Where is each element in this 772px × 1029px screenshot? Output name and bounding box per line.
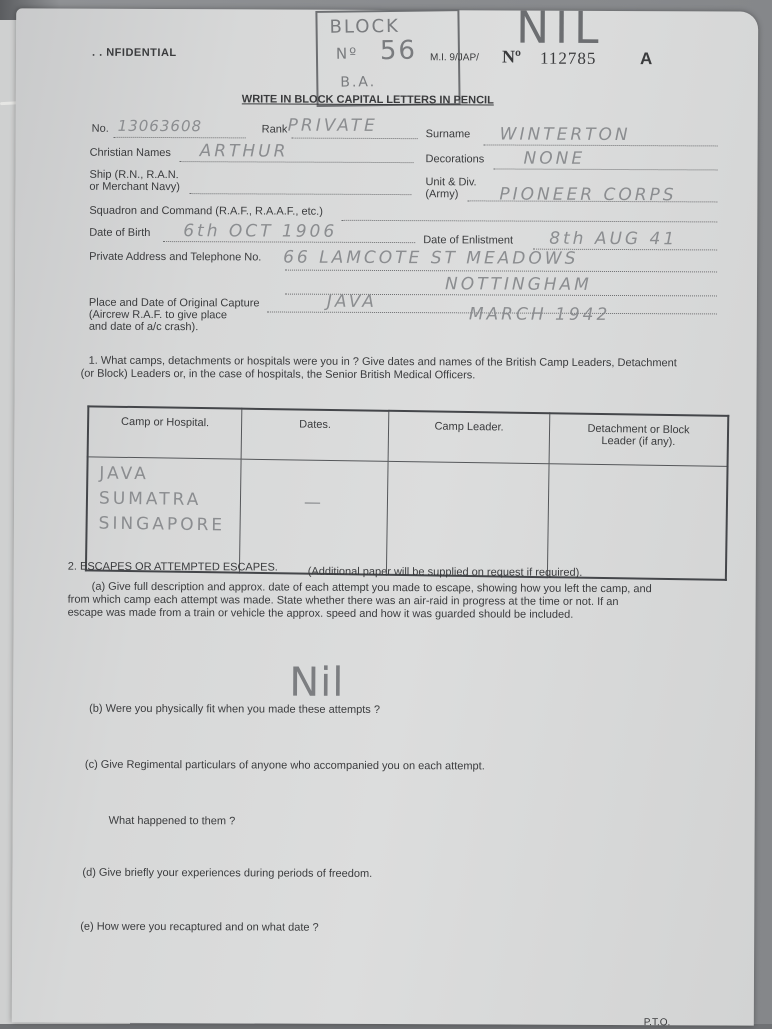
question1-line1: 1. What camps, detachments or hospitals were you in ? Give dates and names of the British Camp Leaders, Detachment: [88, 354, 677, 370]
ship-line: [189, 193, 411, 195]
capture-label-line3: and date of a/c crash).: [88, 320, 199, 334]
question2c-followup: What happened to them ?: [108, 814, 236, 828]
form-page: [12, 2, 758, 1029]
header-camp-leader: Camp Leader.: [388, 411, 550, 464]
camp-list-cell: [86, 457, 241, 573]
form-number: 112785: [539, 48, 597, 68]
squadron-line: [341, 220, 717, 223]
corner-mark: NIL: [516, 2, 605, 54]
capture-date-value: MARCH 1942: [468, 304, 611, 325]
question2e: (e) How were you recaptured and on what date ?: [80, 920, 319, 934]
question2a-line1: (a) Give full description and approx. date of each attempt you made to escape, showing how you left the camp, and: [91, 580, 652, 596]
number-label: Nº: [501, 46, 522, 67]
confidential-label: . . NFIDENTIAL: [91, 46, 177, 60]
surname-value: WINTERTON: [499, 124, 631, 146]
address-value-line1: 66 LAMCOTE ST MEADOWS: [283, 247, 579, 269]
decorations-line: [494, 168, 718, 170]
question2a-answer: Nil: [289, 659, 345, 706]
rank-label: Rank: [261, 123, 288, 136]
christian-names-line: [180, 161, 414, 163]
enlistment-value: 8th AUG 41: [549, 228, 678, 250]
address-line-1: [285, 270, 717, 273]
stamp-number-text: 56: [379, 35, 418, 67]
detachment-leader-cell: [547, 464, 727, 580]
question2d: (d) Give briefly your experiences during periods of freedom.: [82, 866, 373, 880]
christian-names-value: ARTHUR: [199, 141, 289, 162]
camp-entry: JAVA: [99, 463, 149, 485]
surname-label: Surname: [425, 128, 471, 141]
address-label: Private Address and Telephone No.: [89, 250, 262, 264]
ship-label-line2: or Merchant Navy): [89, 180, 180, 194]
ship-label-line1: Ship (R.N., R.A.N.: [89, 168, 179, 182]
form-reference: M.I. 9/JAP/: [429, 52, 479, 64]
rank-line: [292, 138, 418, 140]
unit-label-line2: (Army): [425, 188, 459, 201]
camp-entry: SUMATRA: [98, 488, 202, 511]
service-no-value: 13063608: [117, 116, 203, 136]
camp-leader-cell: [386, 461, 549, 577]
dob-value: 6th OCT 1906: [183, 221, 338, 242]
stamp-no-text: Nº: [335, 44, 359, 63]
capture-place-value: JAVA: [326, 291, 377, 312]
header-detachment-leader: Detachment or Block Leader (if any).: [549, 413, 728, 466]
capture-label-line1: Place and Date of Original Capture: [88, 296, 260, 310]
unit-label-line1: Unit & Div.: [425, 176, 477, 189]
address-value-line2: NOTTINGHAM: [444, 274, 592, 295]
question2a-line2: from which camp each attempt was made. State whether there was an air-raid in progress at the time or not. If an: [67, 593, 619, 609]
instruction-heading: WRITE IN BLOCK CAPITAL LETTERS IN PENCIL: [241, 93, 494, 107]
stamp-ba-text: B.A.: [340, 74, 377, 91]
question2-heading: 2. ESCAPES OR ATTEMPTED ESCAPES.: [67, 560, 278, 574]
form-suffix: A: [639, 49, 653, 69]
question2b: (b) Were you physically fit when you made these attempts ?: [89, 702, 381, 716]
decorations-label: Decorations: [425, 153, 485, 166]
question2c: (c) Give Regimental particulars of anyone who accompanied you on each attempt.: [84, 758, 485, 773]
camps-table: [85, 405, 729, 581]
camp-entry: SINGAPORE: [98, 513, 226, 536]
dates-entry: —: [303, 492, 325, 513]
pto-label: P.T.O.: [643, 1017, 671, 1029]
capture-label-line2: (Aircrew R.A.F. to give place: [88, 308, 228, 322]
enlistment-label: Date of Enlistment: [423, 234, 514, 247]
rank-value: PRIVATE: [287, 115, 378, 136]
decorations-value: NONE: [523, 148, 586, 169]
question1-line2: (or Block) Leaders or, in the case of hospitals, the Senior British Medical Officers.: [80, 367, 476, 382]
service-no-line: [114, 137, 246, 139]
dob-label: Date of Birth: [89, 226, 151, 239]
stamp-block-text: BLOCK: [329, 15, 401, 38]
unit-value: PIONEER CORPS: [499, 184, 677, 206]
christian-names-label: Christian Names: [89, 146, 171, 160]
header-camp-or-hospital: Camp or Hospital.: [88, 406, 242, 459]
squadron-label: Squadron and Command (R.A.F., R.A.A.F., etc.): [89, 204, 323, 218]
dates-cell: [239, 459, 388, 575]
question2a-line3: escape was made from a train or vehicle the approx. speed and how it was guarded should be included.: [67, 606, 574, 621]
service-no-label: No.: [91, 122, 109, 135]
header-dates: Dates.: [241, 409, 389, 462]
question2-heading-note: (Additional paper will be supplied on request if required).: [307, 565, 583, 579]
